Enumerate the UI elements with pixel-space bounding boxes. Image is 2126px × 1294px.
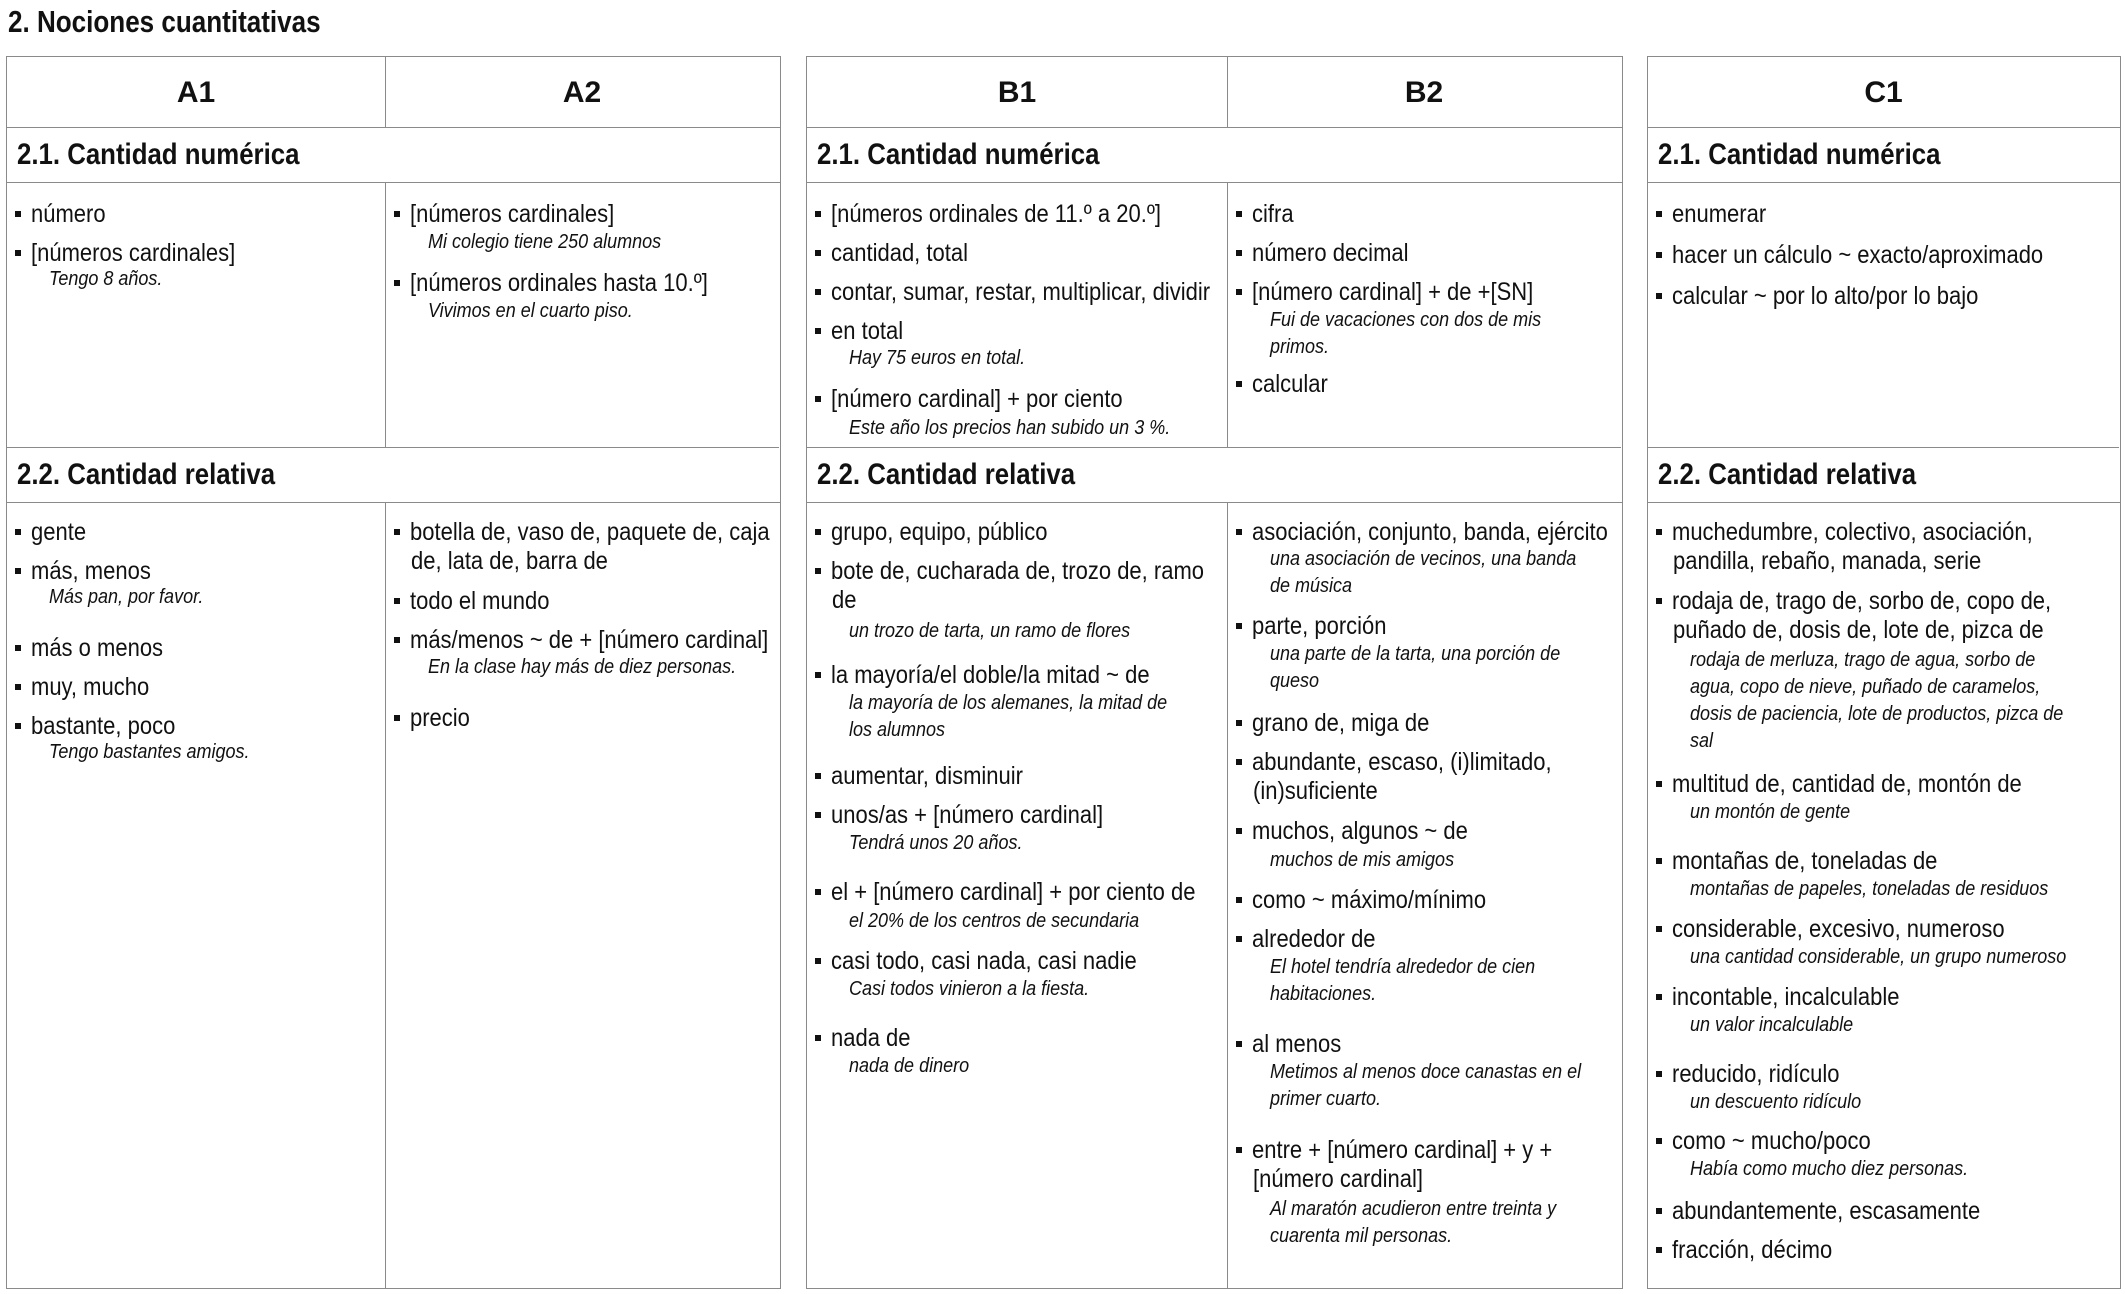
list-item: más/menos ~ de + [número cardinal]	[410, 626, 769, 654]
bullet-icon	[1656, 781, 1662, 787]
list-item: el + [número cardinal] + por ciento de	[831, 878, 1196, 906]
bullet-icon	[1236, 250, 1242, 256]
level-a2: A2	[562, 76, 602, 109]
list-item: reducido, ridículo	[1672, 1060, 1840, 1088]
list-item: más, menos	[31, 557, 151, 585]
example-text: un trozo de tarta, un ramo de flores	[849, 620, 1131, 642]
list-item: nada de	[831, 1024, 911, 1052]
list-item: [número cardinal] + de +[SN]	[1252, 278, 1534, 306]
level-a1: A1	[176, 76, 216, 109]
bullet-icon	[815, 958, 821, 964]
example-text: muchos de mis amigos	[1270, 849, 1455, 871]
list-item: [números cardinales]	[410, 200, 615, 228]
list-item: multitud de, cantidad de, montón de	[1672, 770, 2022, 798]
block-b1-b2	[806, 56, 1623, 1289]
bullet-icon	[815, 211, 821, 217]
example-text: Tengo 8 años.	[49, 268, 163, 290]
example-text: Este año los precios han subido un 3 %.	[849, 417, 1171, 439]
example-text: Al maratón acudieron entre treinta y	[1270, 1198, 1557, 1220]
block-c1	[1647, 56, 2121, 1289]
section-cantidad-numerica	[807, 128, 1622, 183]
section-cantidad-numerica	[7, 128, 780, 183]
cell-c1-numerica	[1648, 183, 2119, 448]
example-text: Fui de vacaciones con dos de mis	[1270, 309, 1542, 331]
list-item-continued: pandilla, rebaño, manada, serie	[1673, 547, 1982, 575]
list-item: calcular ~ por lo alto/por lo bajo	[1672, 282, 1979, 310]
cell-b1-numerica	[807, 183, 1228, 448]
section-title: 2.2. Cantidad relativa	[17, 458, 276, 491]
list-item: bastante, poco	[31, 712, 176, 740]
example-text: Casi todos vinieron a la fiesta.	[849, 978, 1090, 1000]
bullet-icon	[15, 684, 21, 690]
example-text: la mayoría de los alemanes, la mitad de	[849, 692, 1168, 714]
example-text: montañas de papeles, toneladas de residuos	[1690, 878, 2049, 900]
list-item: en total	[831, 317, 904, 345]
bullet-icon	[394, 211, 400, 217]
list-item-continued: (in)suficiente	[1253, 777, 1378, 805]
list-item-continued: de	[832, 586, 857, 614]
list-item: aumentar, disminuir	[831, 762, 1023, 790]
list-item: botella de, vaso de, paquete de, caja	[410, 518, 770, 546]
cell-b2-numerica	[1228, 183, 1621, 448]
section-title: 2.2. Cantidad relativa	[1658, 458, 1917, 491]
bullet-icon	[815, 568, 821, 574]
level-header	[807, 57, 1622, 128]
example-text: rodaja de merluza, trago de agua, sorbo de	[1690, 649, 2036, 671]
bullet-icon	[1236, 720, 1242, 726]
example-text: habitaciones.	[1270, 983, 1377, 1005]
list-item: unos/as + [número cardinal]	[831, 801, 1104, 829]
list-item: número decimal	[1252, 239, 1409, 267]
list-item: [número cardinal] + por ciento	[831, 385, 1123, 413]
list-item: parte, porción	[1252, 612, 1387, 640]
bullet-icon	[1656, 252, 1662, 258]
bullet-icon	[815, 529, 821, 535]
bullet-icon	[15, 723, 21, 729]
bullet-icon	[15, 645, 21, 651]
list-item: fracción, décimo	[1672, 1236, 1833, 1264]
example-text: agua, copo de nieve, puñado de caramelos,	[1690, 676, 2041, 698]
bullet-icon	[1236, 211, 1242, 217]
level-b1: B1	[997, 76, 1037, 109]
bullet-icon	[394, 637, 400, 643]
list-item: incontable, incalculable	[1672, 983, 1900, 1011]
example-text: los alumnos	[849, 719, 946, 741]
example-text: Metimos al menos doce canastas en el	[1270, 1061, 1582, 1083]
bullet-icon	[815, 396, 821, 402]
section-title: 2.1. Cantidad numérica	[817, 138, 1100, 171]
list-item: como ~ mucho/poco	[1672, 1127, 1871, 1155]
list-item: [números ordinales hasta 10.º]	[410, 269, 708, 297]
bullet-icon	[15, 211, 21, 217]
bullet-icon	[815, 773, 821, 779]
bullet-icon	[1236, 529, 1242, 535]
cell-a2-numerica	[386, 183, 779, 448]
bullet-icon	[815, 672, 821, 678]
bullet-icon	[1656, 858, 1662, 864]
section-cantidad-relativa	[7, 448, 780, 503]
example-text: un montón de gente	[1690, 801, 1851, 823]
list-item: considerable, excesivo, numeroso	[1672, 915, 2005, 943]
example-text: El hotel tendría alrededor de cien	[1270, 956, 1536, 978]
list-item: grupo, equipo, público	[831, 518, 1048, 546]
bullet-icon	[394, 598, 400, 604]
example-text: una parte de la tarta, una porción de	[1270, 643, 1561, 665]
example-text: Más pan, por favor.	[49, 586, 204, 608]
bullet-icon	[1236, 1147, 1242, 1153]
list-item: cantidad, total	[831, 239, 968, 267]
list-item: asociación, conjunto, banda, ejército	[1252, 518, 1608, 546]
cell-a2-relativa	[386, 503, 779, 1288]
bullet-icon	[1236, 759, 1242, 765]
bullet-icon	[1656, 1208, 1662, 1214]
example-text: el 20% de los centros de secundaria	[849, 910, 1140, 932]
bullet-icon	[815, 250, 821, 256]
list-item: número	[31, 200, 106, 228]
cell-b2-relativa	[1228, 503, 1621, 1288]
bullet-icon	[1656, 529, 1662, 535]
example-text: primos.	[1270, 336, 1330, 358]
example-text: Vivimos en el cuarto piso.	[428, 300, 633, 322]
bullet-icon	[1656, 1071, 1662, 1077]
bullet-icon	[1236, 1041, 1242, 1047]
cell-a1-relativa	[7, 503, 386, 1288]
bullet-icon	[15, 529, 21, 535]
example-text: cuarenta mil personas.	[1270, 1225, 1453, 1247]
bullet-icon	[394, 280, 400, 286]
bullet-icon	[1656, 211, 1662, 217]
example-text: una cantidad considerable, un grupo numeroso	[1690, 946, 2067, 968]
bullet-icon	[15, 568, 21, 574]
bullet-icon	[815, 1035, 821, 1041]
list-item: todo el mundo	[410, 587, 550, 615]
example-text: dosis de paciencia, lote de productos, pizca de	[1690, 703, 2064, 725]
bullet-icon	[815, 889, 821, 895]
example-text: nada de dinero	[849, 1055, 970, 1077]
example-text: Hay 75 euros en total.	[849, 347, 1026, 369]
list-item: la mayoría/el doble/la mitad ~ de	[831, 661, 1150, 689]
bullet-icon	[815, 289, 821, 295]
bullet-icon	[1236, 828, 1242, 834]
level-header	[7, 57, 780, 128]
list-item: grano de, miga de	[1252, 709, 1430, 737]
list-item: montañas de, toneladas de	[1672, 847, 1938, 875]
bullet-icon	[394, 529, 400, 535]
bullet-icon	[15, 250, 21, 256]
list-item: rodaja de, trago de, sorbo de, copo de,	[1672, 587, 2052, 615]
bullet-icon	[1656, 1138, 1662, 1144]
list-item: entre + [número cardinal] + y +	[1252, 1136, 1553, 1164]
bullet-icon	[394, 715, 400, 721]
list-item: muy, mucho	[31, 673, 150, 701]
bullet-icon	[1656, 598, 1662, 604]
example-text: Mi colegio tiene 250 alumnos	[428, 231, 662, 253]
cell-a1-numerica	[7, 183, 386, 448]
block-a1-a2	[6, 56, 781, 1289]
list-item: precio	[410, 704, 470, 732]
example-text: Tengo bastantes amigos.	[49, 741, 250, 763]
example-text: Había como mucho diez personas.	[1690, 1158, 1969, 1180]
bullet-icon	[1236, 289, 1242, 295]
bullet-icon	[1656, 926, 1662, 932]
list-item: muchos, algunos ~ de	[1252, 817, 1468, 845]
bullet-icon	[1236, 623, 1242, 629]
list-item: como ~ máximo/mínimo	[1252, 886, 1487, 914]
list-item: [números cardinales]	[31, 239, 236, 267]
section-title: 2.1. Cantidad numérica	[17, 138, 300, 171]
section-cantidad-relativa	[1648, 448, 2120, 503]
list-item: gente	[31, 518, 87, 546]
bullet-icon	[815, 328, 821, 334]
example-text: Tendrá unos 20 años.	[849, 832, 1023, 854]
list-item-continued: puñado de, dosis de, lote de, pizca de	[1673, 616, 2044, 644]
list-item: abundante, escaso, (i)limitado,	[1252, 748, 1552, 776]
bullet-icon	[1236, 381, 1242, 387]
list-item: alrededor de	[1252, 925, 1376, 953]
bullet-icon	[1656, 994, 1662, 1000]
level-b2: B2	[1404, 76, 1444, 109]
bullet-icon	[815, 812, 821, 818]
section-title: 2.2. Cantidad relativa	[817, 458, 1076, 491]
section-cantidad-numerica	[1648, 128, 2120, 183]
cell-c1-relativa	[1648, 503, 2119, 1288]
list-item-continued: de, lata de, barra de	[411, 547, 608, 575]
level-header	[1648, 57, 2120, 128]
example-text: primer cuarto.	[1270, 1088, 1382, 1110]
page-title: 2. Nociones cuantitativas	[8, 4, 321, 39]
section-cantidad-relativa	[807, 448, 1622, 503]
bullet-icon	[1236, 936, 1242, 942]
example-text: un valor incalculable	[1690, 1014, 1854, 1036]
level-c1: C1	[1864, 76, 1903, 109]
example-text: queso	[1270, 670, 1320, 692]
list-item: [números ordinales de 11.º a 20.º]	[831, 200, 1161, 228]
example-text: de música	[1270, 575, 1353, 597]
list-item: cifra	[1252, 200, 1294, 228]
list-item: enumerar	[1672, 200, 1767, 228]
list-item: hacer un cálculo ~ exacto/aproximado	[1672, 241, 2044, 269]
section-title: 2.1. Cantidad numérica	[1658, 138, 1941, 171]
cell-b1-relativa	[807, 503, 1228, 1288]
bullet-icon	[1656, 293, 1662, 299]
list-item: al menos	[1252, 1030, 1342, 1058]
list-item: calcular	[1252, 370, 1328, 398]
bullet-icon	[1656, 1247, 1662, 1253]
bullet-icon	[1236, 897, 1242, 903]
list-item-continued: [número cardinal]	[1253, 1165, 1423, 1193]
list-item: casi todo, casi nada, casi nadie	[831, 947, 1137, 975]
example-text: un descuento ridículo	[1690, 1091, 1862, 1113]
example-text: En la clase hay más de diez personas.	[428, 656, 737, 678]
example-text: sal	[1690, 730, 1714, 752]
list-item: muchedumbre, colectivo, asociación,	[1672, 518, 2033, 546]
example-text: una asociación de vecinos, una banda	[1270, 548, 1577, 570]
list-item: bote de, cucharada de, trozo de, ramo	[831, 557, 1205, 585]
list-item: más o menos	[31, 634, 164, 662]
list-item: contar, sumar, restar, multiplicar, dividir	[831, 278, 1211, 306]
list-item: abundantemente, escasamente	[1672, 1197, 1981, 1225]
